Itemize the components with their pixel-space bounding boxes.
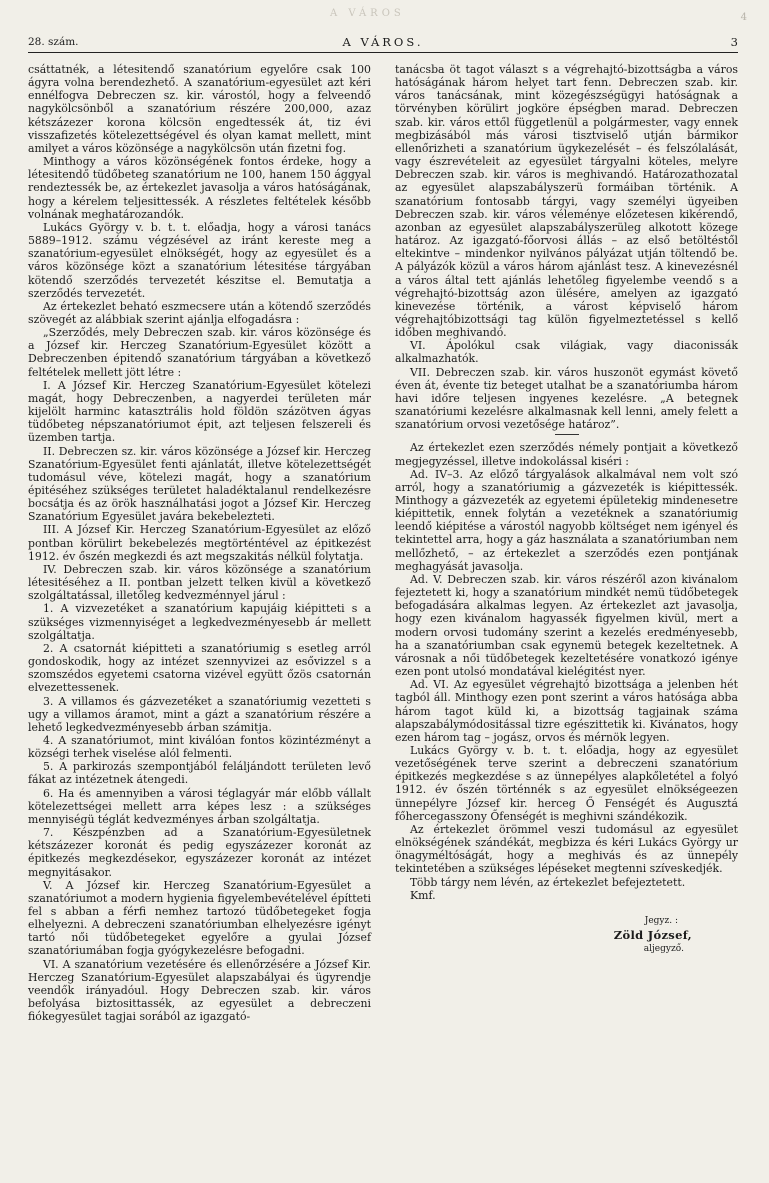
section-divider xyxy=(555,434,579,435)
paragraph: II. Debreczen sz. kir. város közönsége a József kir. Herczeg Szanatórium-Egyesület fenti ajánlatát, illetve kötelezettségét tudomásul véve, kötelezi magát, hogy a szanatórium épitéséhez szükséges területet haladéktalanul rendelkezésre bocsátja és az örök használhatási jogot a József Kir. Herczeg Szanatórium Egyesület javára bekebelezteti. xyxy=(28,444,371,524)
paragraph: Az értekezlet ezen szerződés némely pontjait a következő megjegyzéssel, illetve indokolással kiséri : xyxy=(395,441,738,468)
paragraph: Lukács György v. b. t. t. előadja, hogy a városi tanács 5889–1912. számu végzésével az iránt kereste meg a szanatórium-egyesület elnökségét, hogy az egyesület és a város közönsége közt a szanatórium létesitése tárgyában kötendő szerződés tervezetét készitse el. Bemutatja a szerződés tervezetét. xyxy=(28,220,371,300)
paragraph: IV. Debreczen szab. kir. város közönsége a szanatórium létesitéséhez a II. pontban jelzett telken kivül a következő szolgáltatással, illetőleg kedvezménnyel járul : xyxy=(28,562,371,603)
issue-number: 28. szám. xyxy=(28,36,79,48)
paragraph: Az értekezlet beható eszmecsere után a kötendő szerződés szövegét az alábbiak szerint ajánlja elfogadásra : xyxy=(28,299,371,326)
paragraph: VI. Ápolókul csak világiak, vagy diaconissák alkalmazhatók. xyxy=(395,339,738,366)
paragraph: 6. Ha és amennyiben a városi téglagyár már előbb vállalt kötelezettségei mellett arra képes lesz : a szükséges mennyiségü téglát kedvezményes árban szolgáltatja. xyxy=(28,786,371,826)
paragraph: 7. Készpénzben ad a Szanatórium-Egyesületnek kétszázezer koronát és pedig egyszázezer koronát az épitkezés megkezdésekor, egyszázezer koronát az intézet megnyitásakor. xyxy=(28,826,371,879)
header-rule xyxy=(28,52,738,53)
paragraph: I. A József Kir. Herczeg Szanatórium-Egyesület kötelezi magát, hogy Debreczenben, a nagyerdei területen már kijelölt harminc katasztrális hold földön százötven ágyas tüdőbeteg népszanatóriumot épit, azt teljesen felszereli és üzemben tartja. xyxy=(28,378,371,445)
paragraph: csáttatnék, a létesitendő szanatórium egyelőre csak 100 ágyra volna berendezhető. A szanatórium-egyesület azt kéri ennélfogva Debreczen sz. kir. várostól, hogy a felveendő nagykölcsönből a szanatórium részére 200,000, azaz kétszázezer korona kölcsön engedtessék át, tiz évi visszafizetés kötelezettségével és olyan kamat mellett, mint amilyet a város közönsége a nagykölcsön után fizetni fog. xyxy=(28,63,371,155)
paragraph: Ad. IV–3. Az előző tárgyalások alkalmával nem volt szó arról, hogy a szanatóriumig a gázvezeték is kiépittessék. Minthogy a gázvezeték az egyetemi épületekig mindenesetre kiépittetik, ennek folytán a vezetéknek a szanatóriumig leendő kiépitése a várostól nagyobb költséget nem igényel és tekintettel arra, hogy a gáz használata a szanatóriumban nem mellőzhető, – az értekezlet a szerződés ezen pontjának meghagyását javasolja. xyxy=(395,467,738,573)
paragraph: VI. A szanatórium vezetésére és ellenőrzésére a József Kir. Herczeg Szanatórium-Egyesület alapszabályai és ügyrendje veendők irányadóul. Hogy Debreczen szab. kir. város befolyása biztosittassék, az egyesület a debreczeni fiókegyesület tagjai sorából az igazgató- xyxy=(28,957,371,1024)
paragraph: „Szerződés, mely Debreczen szab. kir. város közönsége és a József kir. Herczeg Szanatórium-Egyesület között a Debreczenben épitendő szanatórium tárgyában a következő feltételek mellett jött létre : xyxy=(28,326,371,379)
paragraph: Kmf. xyxy=(410,888,436,902)
paragraph: 4. A szanatóriumot, mint kiválóan fontos közintézményt a községi terhek viselése alól felmenti. xyxy=(28,733,371,761)
bleed-through-title: A VÁROS xyxy=(330,8,405,19)
paragraph: V. A József kir. Herczeg Szanatórium-Egyesület a szanatóriumot a modern hygienia figyelembevételével építteti fel s abban a férfi nemhez tartozó tüdőbetegeket fogja elhelyezni. A debreczeni szanatóriumban elhelyezésre igényt tartó női tüdőbetegeket egyelőre a gyulai József szanatóriumában fogja gyógykezelésre befogadni. xyxy=(28,878,371,958)
paragraph: VII. Debreczen szab. kir. város huszonöt egymást követő éven át, évente tiz beteget utalhat be a szanatóriumba három havi időre teljesen ingyenes kezelésre. „A betegnek szanatóriumi kezelésre alkalmasnak kell lenni, amely felett a szanatórium orvosi vezetősége határoz”. xyxy=(395,365,738,432)
paragraph: Lukács György v. b. t. t. előadja, hogy az egyesület vezetőségének terve szerint a debreczeni szanatórium épitkezés megkezdése s az ünnepélyes alapkőletétel a folyó 1912. év őszén történnék s az egyesület elnökségeezen ünnepélyre József kir. herceg Ő Fenségét és Augusztá főhercegasszony Őfenségét is meghivni szándékozik. xyxy=(395,743,738,823)
paragraph: 2. A csatornát kiépitteti a szanatóriumig s esetleg arról gondoskodik, hogy az intézet szennyvizei az esővizzel s a szomszédos egyetemi csatorna vizével együtt őzös csatornán elvezettessenek. xyxy=(28,641,371,695)
paragraph: 5. A parkirozás szempontjából feláljándott területen levő fákat az intézetnek átengedi. xyxy=(28,760,371,787)
paragraph: 1. A vizvezetéket a szanatórium kapujáig kiépitteti s a szükséges vizmennyiséget a legkedvezményesebb ár mellett szolgáltatja. xyxy=(28,602,371,642)
paragraph: III. A József Kir. Herczeg Szanatórium-Egyesület az előző pontban körülirt bekebelezés megtörténtével az épitkezést 1912. év őszén megkezdi és azt megszakitás nélkül folytatja. xyxy=(28,523,371,563)
paragraph: Minthogy a város közönségének fontos érdeke, hogy a létesitendő tüdőbeteg szanatórium ne 100, hanem 150 ággyal rendeztessék be, az értekezlet javasolja a város hatóságának, hogy a kérelem teljesittessék. A részletes feltételek később volnának meghatározandók. xyxy=(28,155,371,221)
paragraph: Több tárgy nem lévén, az értekezlet befejeztetett. xyxy=(410,875,686,889)
paragraph: Az értekezlet örömmel veszi tudomásul az egyesület elnökségének szándékát, megbizza és kéri Lukács György ur önagyméltóságát, hogy a meghivás és az ünnepély tekintetében a szükséges lépéseket megtenni szíveskedjék. xyxy=(395,822,738,876)
paragraph: Ad. V. Debreczen szab. kir. város részéről azon kivánalom fejeztetett ki, hogy a szanatórium mindkét nemü tüdőbetegek befogadására alkalmas legyen. Az értekezlet azt javasolja, hogy ezen kivánalom hagyassék figyelmen kivül, mert a modern orvosi tudomány szerint a kezelés eredményesebb, ha a szanatóriumban csak egynemü betegek kezeltetnek. A városnak a női tüdőbetegek kezeltetésére vonatkozó igénye ezen pont utolsó mondatával kielégitést nyer. xyxy=(395,572,738,679)
signature-role: Jegyz. : xyxy=(644,915,678,926)
paragraph: tanácsba öt tagot választ s a végrehajtó-bizottságba a város hatóságának három helyet tart fenn. Debreczen szab. kir. város tanácsának, mint közegészségügyi hatóságnak a törvényben körülirt jogköre épségben marad. Debreczen szab. kir. város ettől függetlenül a polgármester, vagy ennek megbizásából más városi tisztviselő utján bármikor ellenőrizheti a szanatórium ügykezelését – és felszólalását, vagy észrevételeit az egyesület tárgyalni köteles, melyre Debreczen szab. kir. város is meghivandó. Határozathozatal az egyesület alapszabályszerü formáiban történik. A szanatórium fontosabb tárgyi, vagy személyi ügyeiben Debreczen szab. kir. város véleménye előzetesen kikérendő, azonban az egyesület alapszabályszerüleg alkotott közege határoz. Az igazgató-főorvosi állás – az első betöltéstől eltekintve – mindenkor nyilvános pályázat utján töltendő be. A pályázók közül a város három ajánlást tesz. A kinevezésnél a város által tett ajánlás lehetőleg figyelembe veendő s a végrehajtó-bizottság azon ülésére, amelyen az igazgató kinevezése történik, a várost képviselő három végrehajtóbizottsági tag külön figyelmeztetéssel s kellő időben meghivandó. xyxy=(395,63,738,340)
left-column xyxy=(28,63,371,1023)
publication-title: A VÁROS. xyxy=(342,35,424,49)
paragraph: 3. A villamos és gázvezetéket a szanatóriumig vezetteti s ugy a villamos áramot, mint a gázt a szanatórium részére a lehető legkedvezményesebb árban számitja. xyxy=(28,694,371,734)
signature-title: aljegyző. xyxy=(643,943,684,954)
bleed-through-number: 4 xyxy=(740,12,747,23)
page-header xyxy=(28,35,738,51)
signature-block xyxy=(395,914,738,956)
paragraph: Ad. VI. Az egyesület végrehajtó bizottsága a jelenben hét tagból áll. Minthogy ezen pont szerint a város hatósága abba három tagot küld ki, a bizottság tagjainak száma alapszabálymódositással tizre egészittetik ki. Kivánatos, hogy ezen három tag – jogász, orvos és mérnök legyen. xyxy=(395,678,738,744)
signature-name: Zöld József, xyxy=(613,927,692,942)
right-column xyxy=(395,63,738,956)
page-number: 3 xyxy=(730,35,738,49)
